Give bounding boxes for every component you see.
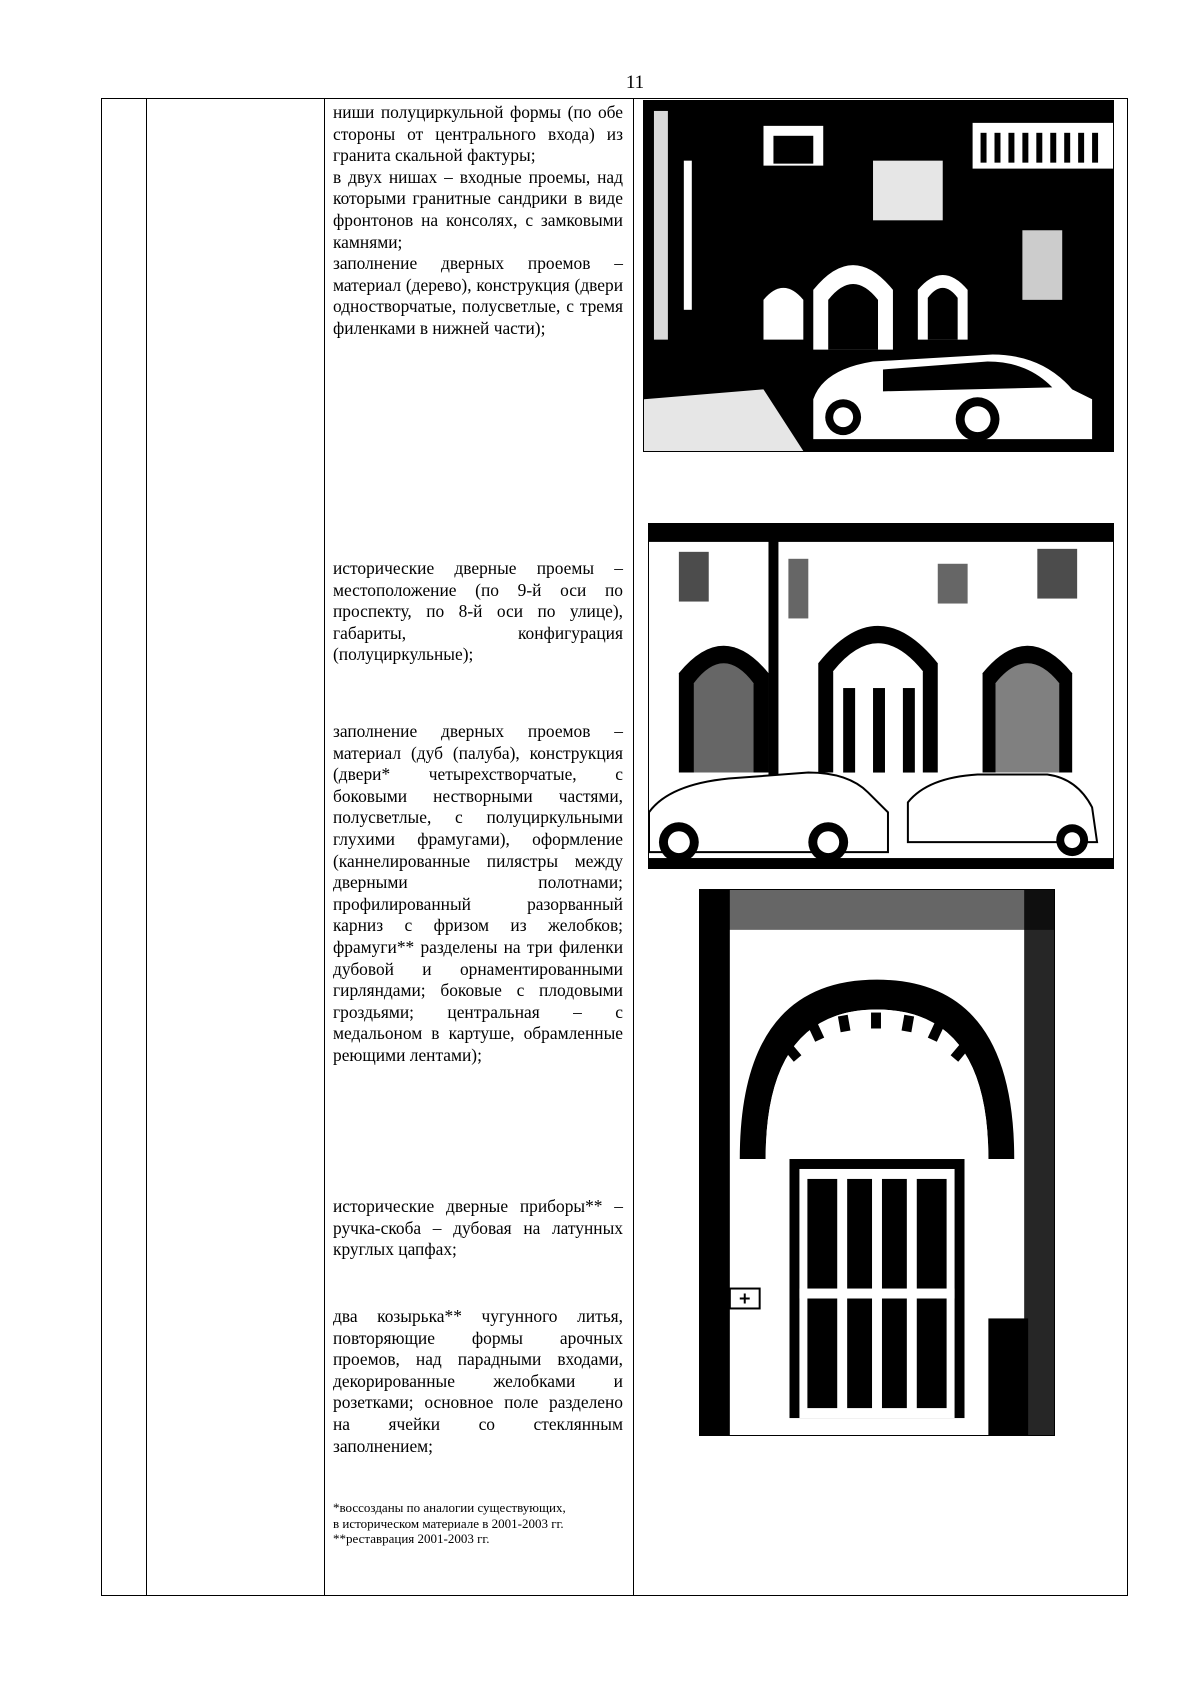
- page-number: 11: [625, 72, 645, 93]
- footnote-line-3: **реставрация 2001-2003 гг.: [333, 1531, 490, 1546]
- column-divider-3: [633, 98, 634, 1596]
- footnotes: [333, 1500, 628, 1547]
- photo-facade-niches: [643, 100, 1114, 452]
- paragraph-oak-doors: заполнение дверных проемов – материал (дуб (палуба), конструкция (двери* четырехстворчатые, с боковыми нестворными частями, полусветлые, с полуциркульными глухими фрамугами), оформление (каннелированные пилястры между дверными полотнами; профилированный разорванный карниз с фризом из желобков; фрамуги** разделены на три филенки дубовой и орнаментированными гирляндами; боковые с плодовыми гроздьями; центральная – с медальоном в картуше, обрамленные реющими лентами);: [333, 721, 623, 1065]
- paragraph-historic-openings: исторические дверные проемы – местоположение (по 9-й оси по проспекту, по 8-й оси по улице), габариты, конфигурация (полуциркульные);: [333, 558, 623, 665]
- paragraph-door-hardware: исторические дверные приборы** – ручка-скоба – дубовая на латунных круглых цапфах;: [333, 1196, 623, 1260]
- photo-historic-entrances: [648, 523, 1114, 869]
- text-block-canopies: [333, 1306, 623, 1457]
- column-divider-1: [146, 98, 147, 1596]
- footnote-line-1: *воссозданы по аналогии существующих,: [333, 1500, 566, 1515]
- paragraph-door-fill: заполнение дверных проемов – материал (дерево), конструкция (двери одностворчатые, полусветлые, с тремя филенками в нижней части);: [333, 253, 623, 338]
- paragraph-canopies: два козырька** чугунного литья, повторяющие формы арочных проемов, над парадными входами, декорированные желобками и розетками; основное поле разделено на ячейки со стеклянным заполнением;: [333, 1306, 623, 1456]
- text-block-historic-openings: [333, 558, 623, 666]
- text-block-oak-doors: [333, 721, 623, 1067]
- footnote-line-2: в историческом материале в 2001-2003 гг.: [333, 1515, 564, 1531]
- paragraph-entrances: в двух нишах – входные проемы, над которыми гранитные сандрики в виде фронтонов на консолях, с замковыми камнями;: [333, 166, 623, 252]
- photo-arched-door-closeup: [699, 889, 1055, 1436]
- paragraph-niches: ниши полуциркульной формы (по обе стороны от центрального входа) из гранита скальной фактуры;: [333, 102, 623, 166]
- text-block-door-hardware: [333, 1196, 623, 1261]
- text-block-niches: [333, 102, 623, 340]
- column-divider-2: [324, 98, 325, 1596]
